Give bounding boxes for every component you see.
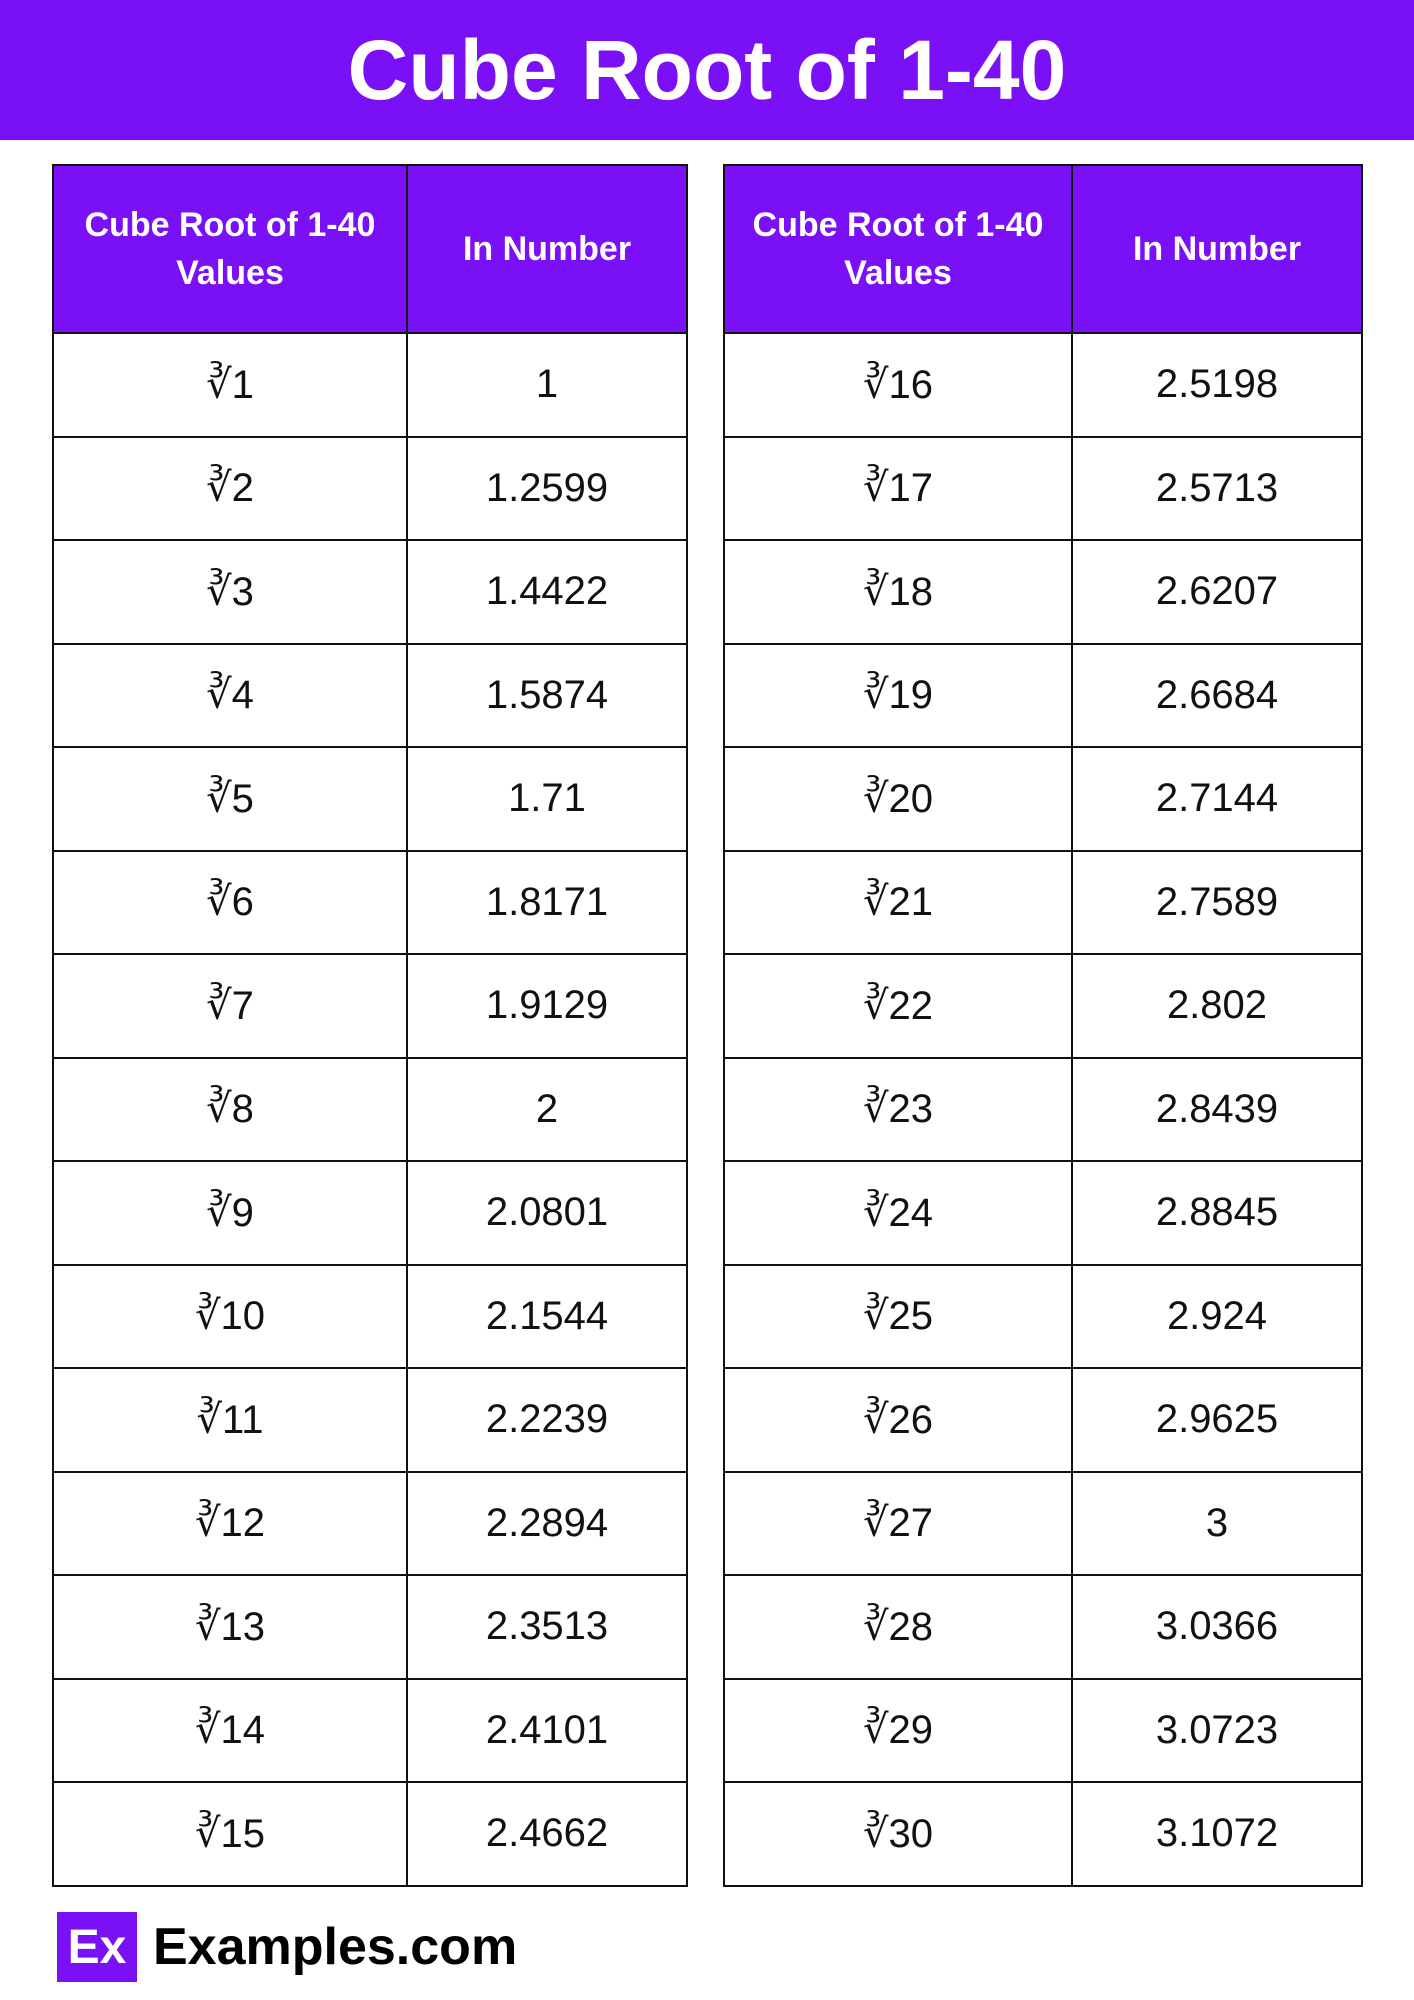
cube-root-value: 3.1072	[1072, 1782, 1362, 1886]
cube-root-expression: ∛2	[53, 437, 407, 541]
cube-root-expression: ∛7	[53, 954, 407, 1058]
table-row	[724, 851, 1362, 955]
table-row	[724, 954, 1362, 1058]
cube-root-expression: ∛9	[53, 1161, 407, 1265]
cube-root-value: 2.4101	[407, 1679, 687, 1783]
table-row	[724, 540, 1362, 644]
cube-root-value: 2.7144	[1072, 747, 1362, 851]
table-row	[53, 954, 687, 1058]
cube-root-value: 1.2599	[407, 437, 687, 541]
cube-root-value: 3	[1072, 1472, 1362, 1576]
table-row	[53, 644, 687, 748]
table-row	[724, 1575, 1362, 1679]
cube-root-expression: ∛6	[53, 851, 407, 955]
table-row	[724, 333, 1362, 437]
cube-root-value: 1.9129	[407, 954, 687, 1058]
table-row	[724, 1058, 1362, 1162]
table-header-row	[53, 165, 687, 333]
cube-root-expression: ∛30	[724, 1782, 1072, 1886]
table-row	[53, 1058, 687, 1162]
table-row	[53, 851, 687, 955]
cube-root-expression: ∛20	[724, 747, 1072, 851]
table-row	[724, 1679, 1362, 1783]
cube-root-value: 3.0723	[1072, 1679, 1362, 1783]
cube-root-expression: ∛22	[724, 954, 1072, 1058]
cube-root-expression: ∛16	[724, 333, 1072, 437]
table-row	[724, 1161, 1362, 1265]
title-banner	[0, 0, 1414, 140]
page-title: Cube Root of 1-40	[347, 22, 1067, 117]
examples-logo[interactable]	[57, 1912, 517, 1982]
cube-root-value: 2.0801	[407, 1161, 687, 1265]
cube-root-expression: ∛19	[724, 644, 1072, 748]
cube-root-value: 2.1544	[407, 1265, 687, 1369]
cube-root-expression: ∛26	[724, 1368, 1072, 1472]
table-row	[53, 747, 687, 851]
cube-root-expression: ∛24	[724, 1161, 1072, 1265]
cube-root-expression: ∛3	[53, 540, 407, 644]
cube-root-table-right	[723, 164, 1363, 1887]
cube-root-value: 2.8439	[1072, 1058, 1362, 1162]
cube-root-value: 1.5874	[407, 644, 687, 748]
table-row	[53, 1161, 687, 1265]
cube-root-value: 1	[407, 333, 687, 437]
cube-root-expression: ∛1	[53, 333, 407, 437]
table-row	[724, 1782, 1362, 1886]
table-row	[724, 747, 1362, 851]
cube-root-expression: ∛17	[724, 437, 1072, 541]
table-row	[53, 1368, 687, 1472]
table-row	[724, 1368, 1362, 1472]
table-row	[53, 1265, 687, 1369]
cube-root-value: 2.2239	[407, 1368, 687, 1472]
cube-root-value: 2.3513	[407, 1575, 687, 1679]
cube-root-expression: ∛23	[724, 1058, 1072, 1162]
cube-root-value: 1.4422	[407, 540, 687, 644]
header-in-number: In Number	[407, 165, 687, 333]
cube-root-value: 2.8845	[1072, 1161, 1362, 1265]
table-row	[724, 1265, 1362, 1369]
header-cube-root-values: Cube Root of 1-40 Values	[724, 165, 1072, 333]
cube-root-expression: ∛27	[724, 1472, 1072, 1576]
table-row	[53, 333, 687, 437]
cube-root-value: 2.4662	[407, 1782, 687, 1886]
cube-root-expression: ∛4	[53, 644, 407, 748]
table-row	[53, 1472, 687, 1576]
header-in-number: In Number	[1072, 165, 1362, 333]
table-header-row	[724, 165, 1362, 333]
cube-root-value: 1.8171	[407, 851, 687, 955]
cube-root-value: 2.5198	[1072, 333, 1362, 437]
cube-root-expression: ∛10	[53, 1265, 407, 1369]
cube-root-expression: ∛18	[724, 540, 1072, 644]
logo-mark: Ex	[57, 1912, 137, 1982]
cube-root-value: 2	[407, 1058, 687, 1162]
cube-root-table-left	[52, 164, 688, 1887]
table-row	[53, 1679, 687, 1783]
cube-root-expression: ∛14	[53, 1679, 407, 1783]
cube-root-value: 3.0366	[1072, 1575, 1362, 1679]
cube-root-expression: ∛8	[53, 1058, 407, 1162]
table-row	[724, 644, 1362, 748]
cube-root-expression: ∛29	[724, 1679, 1072, 1783]
logo-text: Examples.com	[153, 1918, 518, 1976]
table-row	[724, 1472, 1362, 1576]
cube-root-expression: ∛12	[53, 1472, 407, 1576]
table-row	[53, 1575, 687, 1679]
cube-root-expression: ∛5	[53, 747, 407, 851]
cube-root-value: 2.2894	[407, 1472, 687, 1576]
cube-root-value: 1.71	[407, 747, 687, 851]
cube-root-expression: ∛15	[53, 1782, 407, 1886]
cube-root-value: 2.5713	[1072, 437, 1362, 541]
cube-root-value: 2.9625	[1072, 1368, 1362, 1472]
table-row	[53, 437, 687, 541]
cube-root-value: 2.802	[1072, 954, 1362, 1058]
cube-root-expression: ∛21	[724, 851, 1072, 955]
cube-root-expression: ∛28	[724, 1575, 1072, 1679]
cube-root-value: 2.7589	[1072, 851, 1362, 955]
table-row	[724, 437, 1362, 541]
cube-root-expression: ∛11	[53, 1368, 407, 1472]
cube-root-expression: ∛13	[53, 1575, 407, 1679]
header-cube-root-values: Cube Root of 1-40 Values	[53, 165, 407, 333]
table-row	[53, 1782, 687, 1886]
cube-root-value: 2.6207	[1072, 540, 1362, 644]
cube-root-value: 2.924	[1072, 1265, 1362, 1369]
cube-root-expression: ∛25	[724, 1265, 1072, 1369]
cube-root-value: 2.6684	[1072, 644, 1362, 748]
table-row	[53, 540, 687, 644]
